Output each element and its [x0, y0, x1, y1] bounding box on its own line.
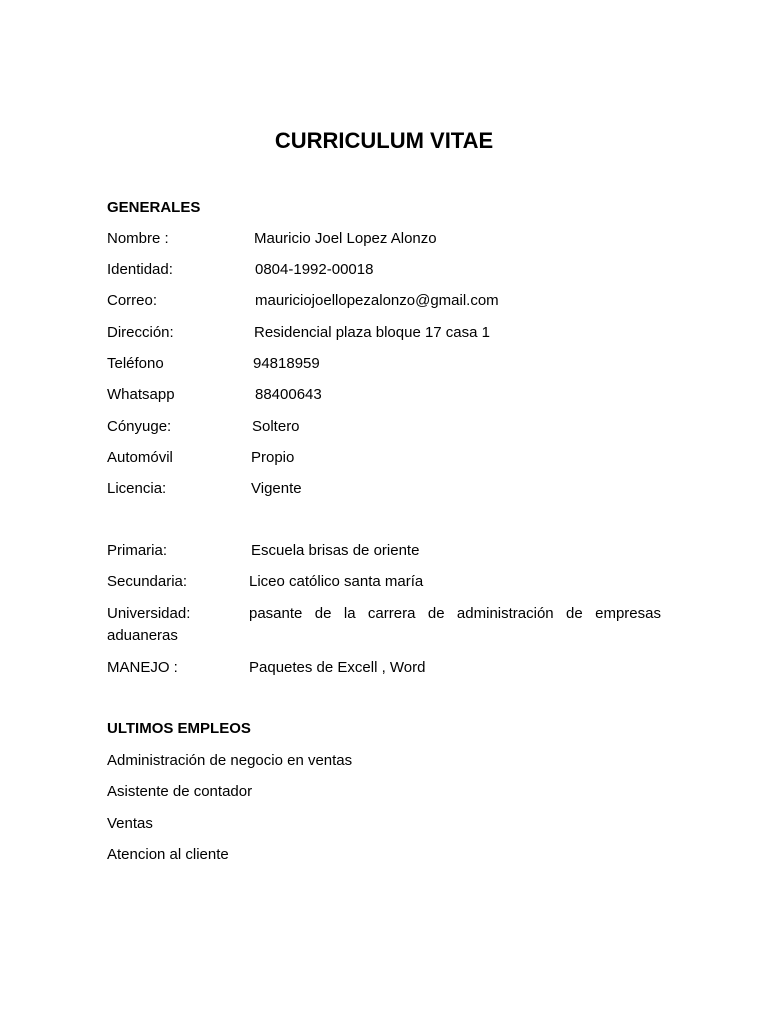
field-row-universidad	[107, 605, 661, 649]
field-row-identidad	[107, 261, 667, 281]
field-label: Dirección:	[107, 324, 174, 341]
field-label: Primaria:	[107, 542, 168, 559]
list-item: Asistente de contador	[107, 783, 253, 800]
list-item: Ventas	[107, 815, 153, 832]
field-row-direccion	[107, 324, 667, 344]
field-label: Correo:	[107, 292, 158, 309]
field-row-licencia	[107, 480, 667, 500]
list-item: Atencion al cliente	[107, 846, 229, 863]
field-row-correo	[107, 292, 667, 312]
field-label: Secundaria:	[107, 573, 188, 590]
field-value: Mauricio Joel Lopez Alonzo	[254, 230, 437, 247]
field-value: 94818959	[253, 355, 320, 372]
field-label: MANEJO :	[107, 659, 178, 676]
field-label: Universidad:	[107, 605, 191, 622]
section-heading-empleos: ULTIMOS EMPLEOS	[107, 720, 251, 737]
field-row-whatsapp	[107, 386, 667, 406]
field-row-manejo	[107, 659, 667, 679]
field-label: Teléfono	[107, 355, 164, 372]
field-row-conyuge	[107, 418, 667, 438]
field-value: Soltero	[252, 418, 300, 435]
field-row-nombre	[107, 230, 667, 250]
field-value: 0804-1992-00018	[255, 261, 374, 278]
field-label: Identidad:	[107, 261, 173, 278]
field-row-primaria	[107, 542, 667, 562]
field-value-line2: aduaneras	[107, 627, 178, 644]
field-value: mauriciojoellopezalonzo@gmail.com	[255, 292, 499, 309]
field-value: 88400643	[255, 386, 322, 403]
field-value: Propio	[251, 449, 295, 466]
field-row-telefono	[107, 355, 667, 375]
field-label: Nombre :	[107, 230, 169, 247]
page-title: CURRICULUM VITAE	[274, 128, 494, 153]
field-value: Liceo católico santa maría	[249, 573, 424, 590]
field-value: Escuela brisas de oriente	[251, 542, 420, 559]
field-value: Residencial plaza bloque 17 casa 1	[254, 324, 490, 341]
field-row-secundaria	[107, 573, 667, 593]
field-label: Whatsapp	[107, 386, 175, 403]
field-row-automovil	[107, 449, 667, 469]
field-label: Licencia:	[107, 480, 167, 497]
field-value: Vigente	[251, 480, 302, 497]
field-value-line1: pasante de la carrera de administración de empresas	[249, 605, 661, 622]
field-label: Automóvil	[107, 449, 173, 466]
section-heading-generales: GENERALES	[107, 199, 201, 216]
field-label: Cónyuge:	[107, 418, 172, 435]
list-item: Administración de negocio en ventas	[107, 752, 353, 769]
field-value: Paquetes de Excell , Word	[249, 659, 426, 676]
